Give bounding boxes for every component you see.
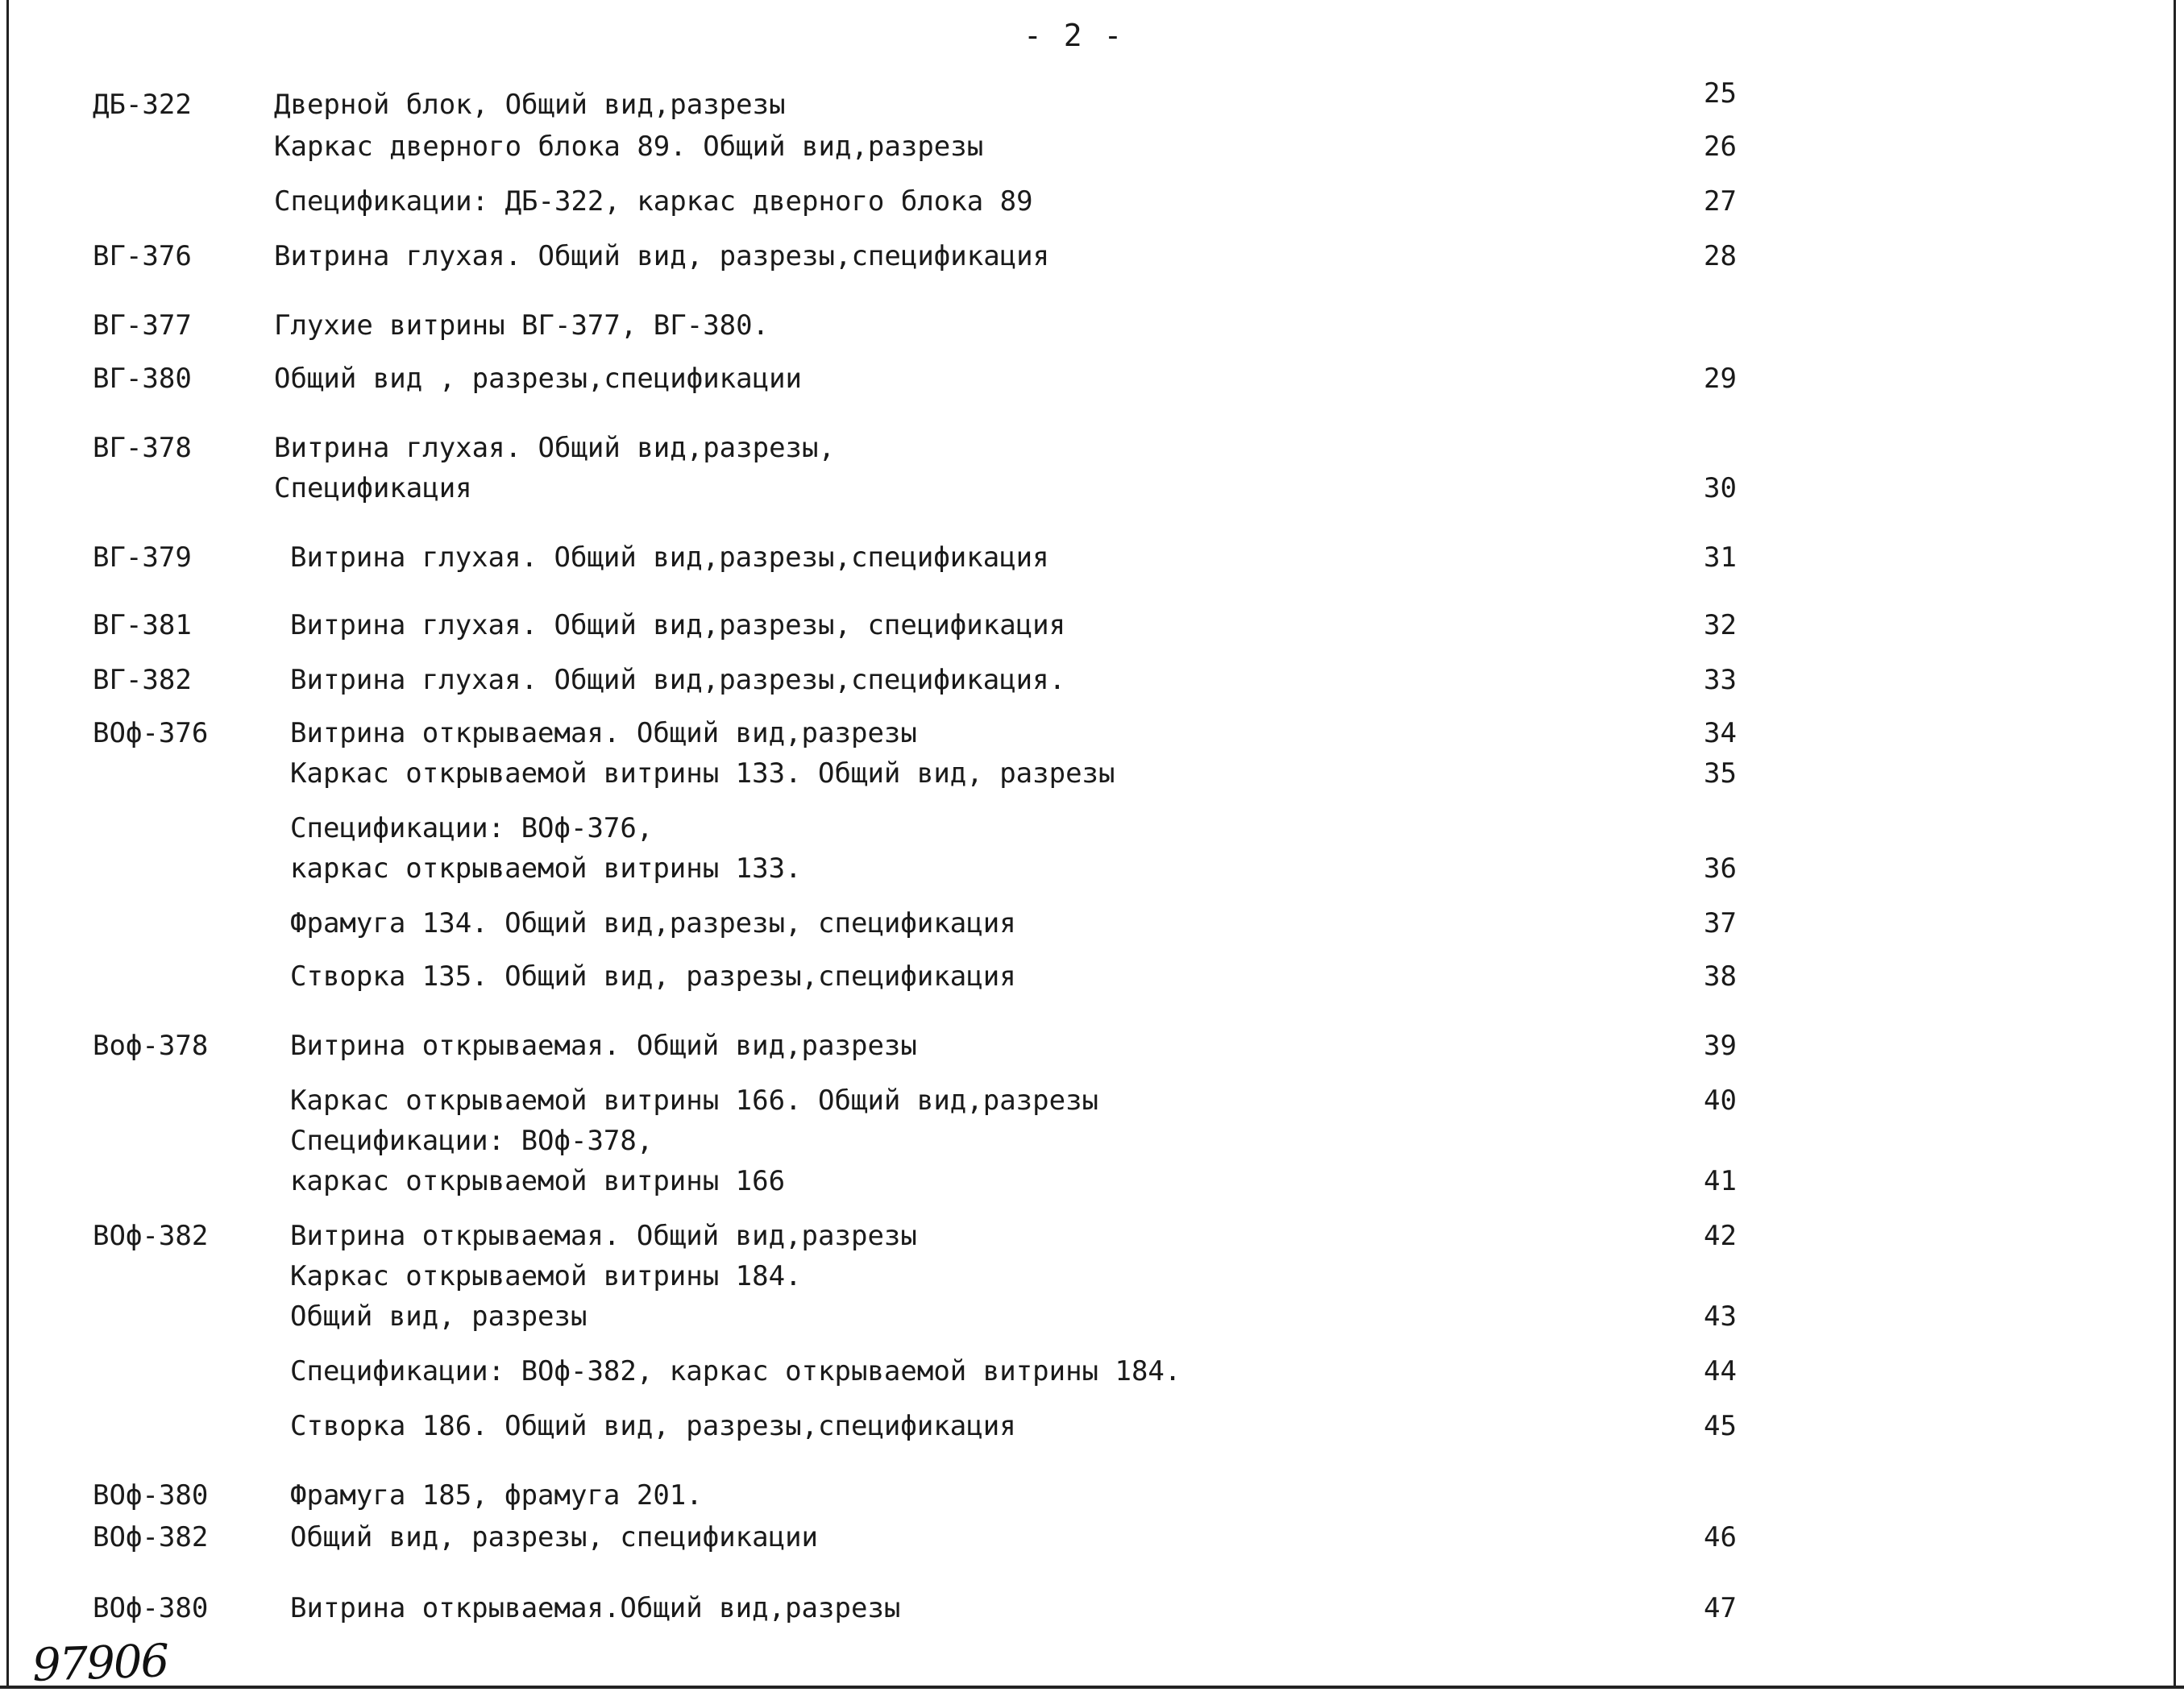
- item-title: Витрина открываемая.Общий вид,разрезы: [290, 1592, 901, 1624]
- item-title: Спецификации: ДБ-322, каркас дверного блока 89: [274, 185, 1033, 218]
- item-title: Спецификация: [274, 472, 472, 504]
- item-page: 32: [1704, 609, 1737, 641]
- list-item: [0, 540, 2184, 575]
- item-title: Спецификации: ВОф-378,: [290, 1125, 654, 1157]
- item-title: Каркас открываемой витрины 166. Общий вид,разрезы: [290, 1084, 1099, 1117]
- item-title: Фрамуга 134. Общий вид,разрезы, спецификация: [290, 907, 1016, 939]
- item-title: каркас открываемой витрины 166: [290, 1165, 786, 1197]
- list-item: [0, 1123, 2184, 1159]
- item-page: 44: [1704, 1355, 1737, 1387]
- item-title: Фрамуга 185, фрамуга 201.: [290, 1479, 703, 1512]
- list-item: [0, 1028, 2184, 1064]
- item-code: ВГ-381: [93, 609, 192, 641]
- item-page: 25: [1704, 77, 1737, 110]
- item-code: ВГ-377: [93, 309, 192, 342]
- item-code: ВГ-382: [93, 664, 192, 696]
- item-title: Спецификации: ВОф-382, каркас открываемой витрины 184.: [290, 1355, 1181, 1387]
- list-item: [0, 1590, 2184, 1626]
- item-page: 26: [1704, 131, 1737, 163]
- handwritten-note: 97906: [31, 1635, 169, 1692]
- item-title: Витрина глухая. Общий вид, разрезы,спецификация: [274, 240, 1050, 272]
- item-page: 46: [1704, 1521, 1737, 1553]
- list-item: [0, 1218, 2184, 1254]
- list-item: [0, 608, 2184, 643]
- item-title: Общий вид , разрезы,спецификации: [274, 363, 803, 395]
- list-item: [0, 1408, 2184, 1444]
- item-code: ВОф-380: [93, 1479, 209, 1512]
- list-item: [0, 1163, 2184, 1199]
- item-page: 40: [1704, 1084, 1737, 1117]
- item-page: 28: [1704, 240, 1737, 272]
- list-item: [0, 184, 2184, 219]
- item-page: 41: [1704, 1165, 1737, 1197]
- item-page: 43: [1704, 1300, 1737, 1333]
- item-title: Створка 135. Общий вид, разрезы,спецификация: [290, 960, 1016, 993]
- item-page: 39: [1704, 1030, 1737, 1062]
- item-title: Витрина глухая. Общий вид,разрезы,спецификация: [290, 541, 1049, 574]
- item-page: 30: [1704, 472, 1737, 504]
- item-page: 37: [1704, 907, 1737, 939]
- list-item: [0, 756, 2184, 791]
- item-code: ВГ-379: [93, 541, 192, 574]
- list-item: [0, 361, 2184, 396]
- item-title: Дверной блок, Общий вид,разрезы: [274, 89, 786, 121]
- item-code: ВОф-376: [93, 717, 209, 749]
- list-item: [0, 1478, 2184, 1513]
- list-item: [0, 715, 2184, 751]
- item-title: Каркас дверного блока 89. Общий вид,разрезы: [274, 131, 984, 163]
- item-page: 38: [1704, 960, 1737, 993]
- list-item: [0, 1259, 2184, 1294]
- item-page: 35: [1704, 757, 1737, 790]
- list-item: [0, 77, 2184, 122]
- list-item: [0, 851, 2184, 886]
- item-title: Витрина открываемая. Общий вид,разрезы: [290, 1030, 917, 1062]
- item-title: Общий вид, разрезы: [290, 1300, 588, 1333]
- list-item: [0, 662, 2184, 698]
- item-title: Витрина глухая. Общий вид,разрезы, спецификация: [290, 609, 1066, 641]
- item-page: 31: [1704, 541, 1737, 574]
- list-item: [0, 811, 2184, 846]
- page-number: - 2 -: [1023, 18, 1124, 53]
- item-title: Витрина глухая. Общий вид,разрезы,спецификация.: [290, 664, 1066, 696]
- item-code: ВГ-378: [93, 432, 192, 464]
- item-page: 47: [1704, 1592, 1737, 1624]
- item-title: Общий вид, разрезы, спецификации: [290, 1521, 819, 1553]
- list-item: [0, 1083, 2184, 1118]
- list-item: [0, 959, 2184, 994]
- list-item: [0, 1520, 2184, 1555]
- list-item: [0, 906, 2184, 941]
- item-page: 33: [1704, 664, 1737, 696]
- list-item: [0, 308, 2184, 343]
- list-item: [0, 1299, 2184, 1334]
- item-title: Витрина открываемая. Общий вид,разрезы: [290, 1220, 917, 1252]
- item-page: 42: [1704, 1220, 1737, 1252]
- list-item: [0, 129, 2184, 164]
- list-item: [0, 471, 2184, 506]
- item-code: ВГ-376: [93, 240, 192, 272]
- item-title: Каркас открываемой витрины 184.: [290, 1260, 802, 1292]
- item-page: 27: [1704, 185, 1737, 218]
- item-page: 45: [1704, 1410, 1737, 1442]
- item-page: 29: [1704, 363, 1737, 395]
- item-code: ВОф-380: [93, 1592, 209, 1624]
- item-title: Каркас открываемой витрины 133. Общий вид, разрезы: [290, 757, 1115, 790]
- item-code: ВОф-382: [93, 1521, 209, 1553]
- item-title: Витрина открываемая. Общий вид,разрезы: [290, 717, 917, 749]
- item-title: каркас открываемой витрины 133.: [290, 852, 802, 885]
- item-page: 36: [1704, 852, 1737, 885]
- item-title: Витрина глухая. Общий вид,разрезы,: [274, 432, 835, 464]
- item-code: ДБ-322: [93, 89, 192, 121]
- item-page: 34: [1704, 717, 1737, 749]
- item-code: ВОф-382: [93, 1220, 209, 1252]
- page-edge-bottom: [0, 1686, 2184, 1689]
- list-item: [0, 430, 2184, 466]
- item-code: ВГ-380: [93, 363, 192, 395]
- list-item: [0, 238, 2184, 274]
- item-title: Спецификации: ВОф-376,: [290, 812, 654, 844]
- item-title: Створка 186. Общий вид, разрезы,спецификация: [290, 1410, 1016, 1442]
- item-code: Воф-378: [93, 1030, 209, 1062]
- list-item: [0, 1354, 2184, 1389]
- item-title: Глухие витрины ВГ-377, ВГ-380.: [274, 309, 770, 342]
